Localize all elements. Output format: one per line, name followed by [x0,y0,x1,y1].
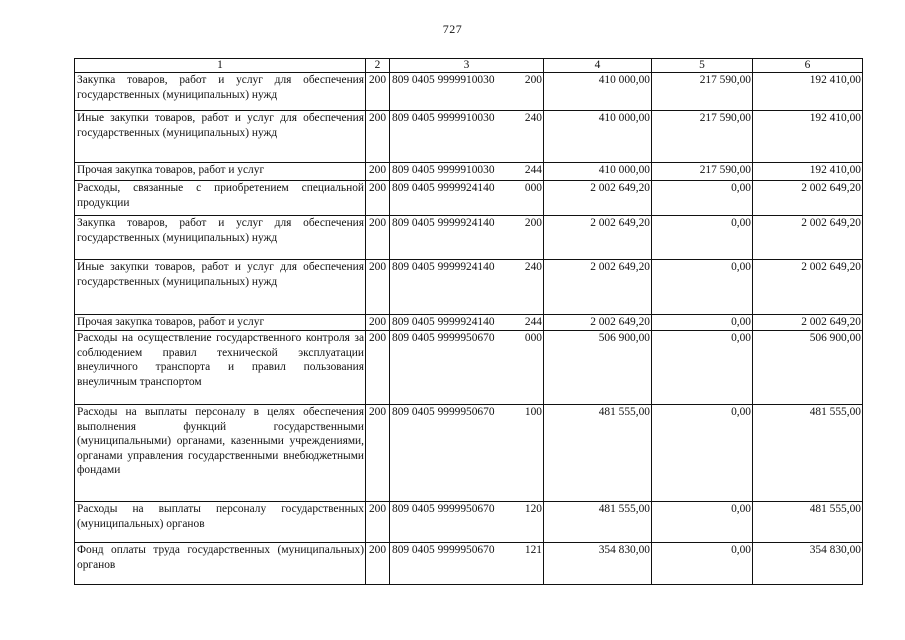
row-expense-type: 100 [524,406,542,418]
row-budget-code [390,331,544,405]
row-value-5: 217 590,00 [652,73,753,111]
row-value-5: 0,00 [652,543,753,585]
row-name: Иные закупки товаров, работ и услуг для обеспечения государственных (муниципальных) нужд [75,111,366,163]
row-value-5: 0,00 [652,216,753,260]
table-row [75,216,863,260]
table-row [75,260,863,315]
row-group-code: 200 [366,543,390,585]
table-row [75,181,863,216]
column-header-2: 2 [366,59,390,73]
row-group-code: 200 [366,111,390,163]
row-name: Закупка товаров, работ и услуг для обеспечения государственных (муниципальных) нужд [75,216,366,260]
row-value-4: 2 002 649,20 [544,216,652,260]
row-value-6: 192 410,00 [753,111,863,163]
budget-table [74,58,863,585]
row-value-6: 192 410,00 [753,73,863,111]
row-group-code: 200 [366,260,390,315]
row-name: Расходы на выплаты персоналу в целях обеспечения выполнения функций государственными (муниципальными) органами, казенными учреждениями, органами управления государственными внебюджетными фондами [75,405,366,502]
row-name: Расходы, связанные с приобретением специальной продукции [75,181,366,216]
table-row [75,502,863,543]
row-group-code: 200 [366,405,390,502]
row-value-5: 0,00 [652,260,753,315]
row-value-5: 217 590,00 [652,163,753,181]
row-value-4: 410 000,00 [544,73,652,111]
row-value-6: 2 002 649,20 [753,260,863,315]
row-budget-code [390,260,544,315]
row-value-4: 354 830,00 [544,543,652,585]
row-value-6: 354 830,00 [753,543,863,585]
row-group-code: 200 [366,216,390,260]
row-budget-code [390,315,544,331]
row-value-5: 0,00 [652,315,753,331]
table-row [75,543,863,585]
row-value-6: 506 900,00 [753,331,863,405]
row-value-4: 2 002 649,20 [544,315,652,331]
column-header-5: 5 [652,59,753,73]
column-header-4: 4 [544,59,652,73]
row-name: Расходы на осуществление государственного контроля за соблюдением правил технической эксплуатации внеуличного транспорта и правил пользования внеуличным транспортом [75,331,366,405]
row-name: Закупка товаров, работ и услуг для обеспечения государственных (муниципальных) нужд [75,73,366,111]
row-value-6: 2 002 649,20 [753,181,863,216]
row-expense-type: 121 [524,544,542,556]
row-expense-type: 200 [524,217,542,229]
row-classification-code: 809 0405 9999910030 [392,164,495,176]
row-classification-code: 809 0405 9999950670 [392,544,495,556]
table-row [75,315,863,331]
row-classification-code: 809 0405 9999910030 [392,112,495,124]
row-value-4: 481 555,00 [544,405,652,502]
row-expense-type: 244 [524,316,542,328]
table-row [75,163,863,181]
row-value-5: 0,00 [652,181,753,216]
row-name: Прочая закупка товаров, работ и услуг [75,315,366,331]
table-row [75,73,863,111]
row-value-6: 2 002 649,20 [753,216,863,260]
row-value-6: 2 002 649,20 [753,315,863,331]
row-name: Фонд оплаты труда государственных (муниципальных) органов [75,543,366,585]
row-budget-code [390,405,544,502]
row-expense-type: 200 [524,74,542,86]
row-value-4: 2 002 649,20 [544,260,652,315]
row-classification-code: 809 0405 9999924140 [392,217,495,229]
column-header-3: 3 [390,59,544,73]
row-expense-type: 120 [524,503,542,515]
row-group-code: 200 [366,73,390,111]
row-classification-code: 809 0405 9999950670 [392,332,495,344]
row-budget-code [390,502,544,543]
header-row [75,59,863,73]
row-group-code: 200 [366,181,390,216]
row-classification-code: 809 0405 9999950670 [392,503,495,515]
row-expense-type: 000 [524,332,542,344]
row-group-code: 200 [366,331,390,405]
row-value-6: 481 555,00 [753,502,863,543]
row-budget-code [390,73,544,111]
row-value-4: 410 000,00 [544,111,652,163]
row-budget-code [390,543,544,585]
row-budget-code [390,163,544,181]
row-classification-code: 809 0405 9999924140 [392,182,495,194]
column-header-6: 6 [753,59,863,73]
row-classification-code: 809 0405 9999924140 [392,261,495,273]
table-row [75,405,863,502]
row-group-code: 200 [366,163,390,181]
row-budget-code [390,111,544,163]
row-value-4: 506 900,00 [544,331,652,405]
row-value-4: 410 000,00 [544,163,652,181]
row-value-5: 0,00 [652,405,753,502]
row-value-5: 0,00 [652,331,753,405]
row-budget-code [390,216,544,260]
row-expense-type: 244 [524,164,542,176]
row-value-4: 2 002 649,20 [544,181,652,216]
table-row [75,111,863,163]
row-classification-code: 809 0405 9999924140 [392,316,495,328]
row-value-6: 481 555,00 [753,405,863,502]
row-expense-type: 240 [524,261,542,273]
row-expense-type: 240 [524,112,542,124]
row-value-5: 0,00 [652,502,753,543]
row-group-code: 200 [366,315,390,331]
column-header-1: 1 [75,59,366,73]
row-expense-type: 000 [524,182,542,194]
row-budget-code [390,181,544,216]
row-name: Иные закупки товаров, работ и услуг для обеспечения государственных (муниципальных) нужд [75,260,366,315]
row-classification-code: 809 0405 9999910030 [392,74,495,86]
table-row [75,331,863,405]
row-name: Расходы на выплаты персоналу государственных (муниципальных) органов [75,502,366,543]
row-value-5: 217 590,00 [652,111,753,163]
row-group-code: 200 [366,502,390,543]
page-number: 727 [442,22,463,36]
row-classification-code: 809 0405 9999950670 [392,406,495,418]
row-value-4: 481 555,00 [544,502,652,543]
row-name: Прочая закупка товаров, работ и услуг [75,163,366,181]
row-value-6: 192 410,00 [753,163,863,181]
